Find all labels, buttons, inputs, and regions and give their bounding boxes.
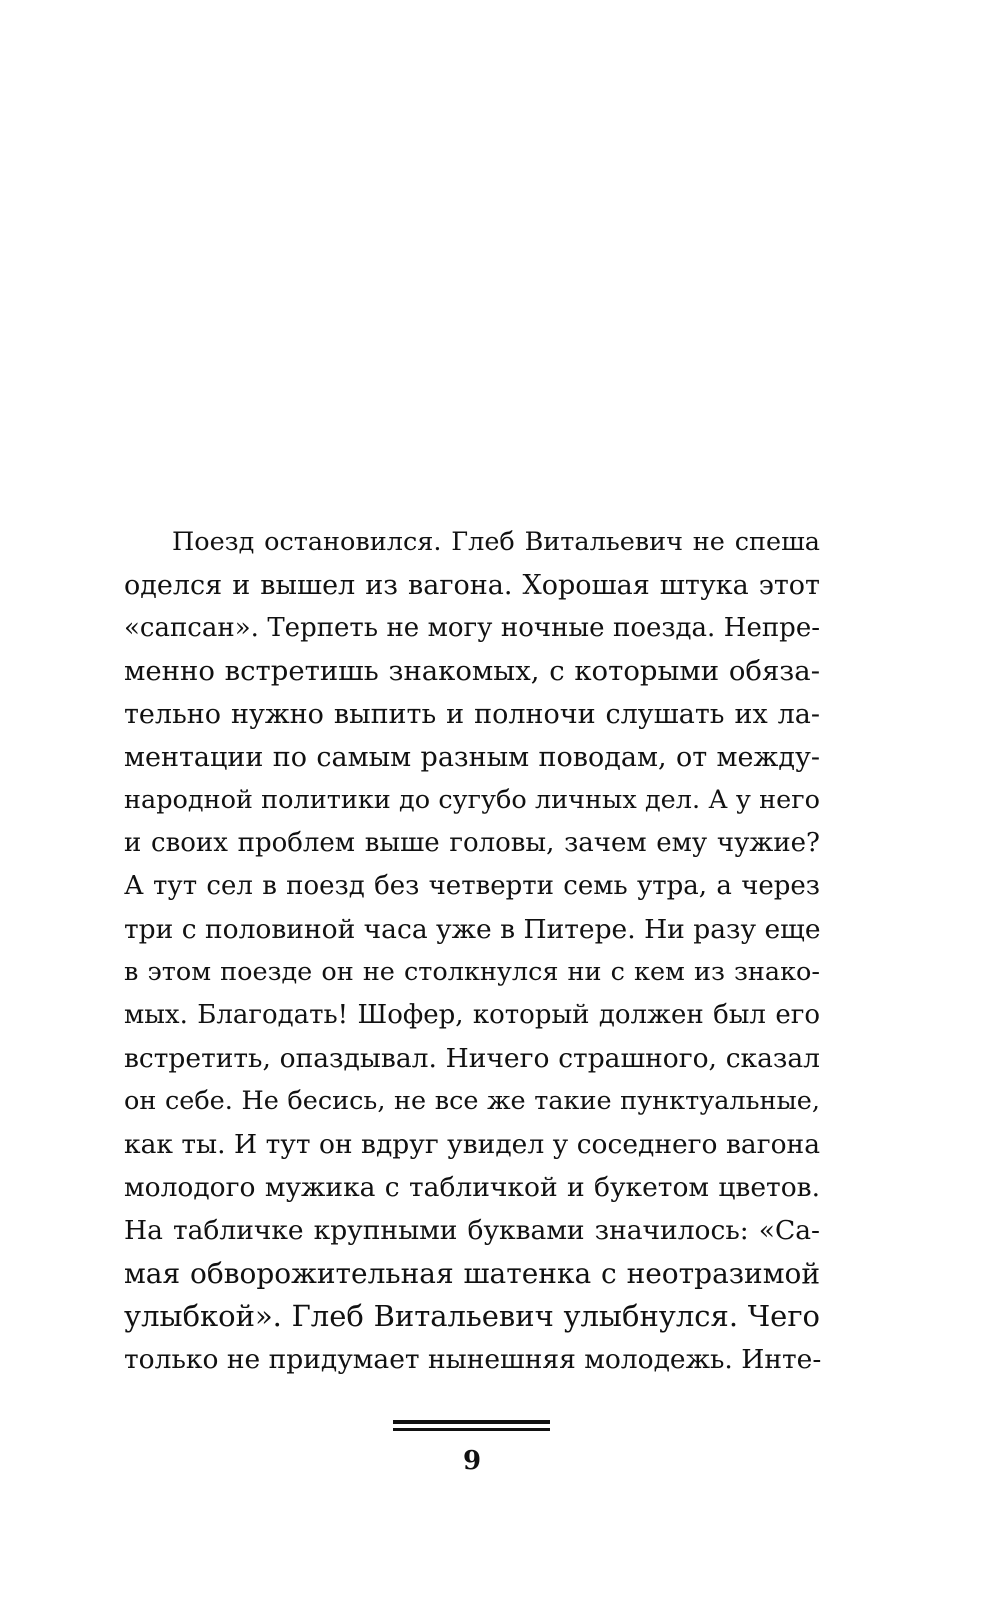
- text-line: ментации по самым разным поводам, от между-: [124, 742, 820, 773]
- text-line: мая обворожительная шатенка с неотразимой: [124, 1257, 820, 1290]
- footer-rule: [393, 1420, 550, 1424]
- body-text: [124, 521, 820, 1381]
- text-line: встретить, опаздывал. Ничего страшного, сказал: [124, 1043, 820, 1074]
- text-line: он себе. Не бесись, не все же такие пунктуальные,: [124, 1086, 820, 1116]
- text-line: в этом поезде он не столкнулся ни с кем из знако-: [124, 957, 820, 987]
- text-line: только не придумает нынешняя молодежь. Инте-: [124, 1344, 822, 1375]
- text-line: менно встретишь знакомых, с которыми обяза-: [124, 655, 820, 687]
- text-line: улыбкой». Глеб Витальевич улыбнулся. Чего: [124, 1299, 820, 1333]
- text-line: молодого мужика с табличкой и букетом цветов.: [124, 1172, 820, 1203]
- text-line: как ты. И тут он вдруг увидел у соседнего вагона: [124, 1129, 820, 1160]
- text-line: Поезд остановился. Глеб Витальевич не спеша: [172, 527, 820, 557]
- text-line: На табличке крупными буквами значилось: «Са-: [124, 1215, 820, 1246]
- page-number: 9: [462, 1446, 482, 1476]
- text-line: и своих проблем выше головы, зачем ему чужие?: [124, 828, 820, 858]
- text-line: оделся и вышел из вагона. Хорошая штука этот: [124, 570, 820, 601]
- footer-rule: [393, 1428, 550, 1431]
- text-line: тельно нужно выпить и полночи слушать их ла-: [124, 699, 820, 730]
- text-line: народной политики до сугубо личных дел. А у него: [124, 785, 820, 815]
- text-line: А тут сел в поезд без четверти семь утра, а через: [124, 871, 820, 901]
- text-line: мых. Благодать! Шофер, который должен был его: [124, 1000, 820, 1030]
- text-line: «сапсан». Терпеть не могу ночные поезда. Непре-: [124, 613, 820, 643]
- text-line: три с половиной часа уже в Питере. Ни разу еще: [124, 914, 821, 945]
